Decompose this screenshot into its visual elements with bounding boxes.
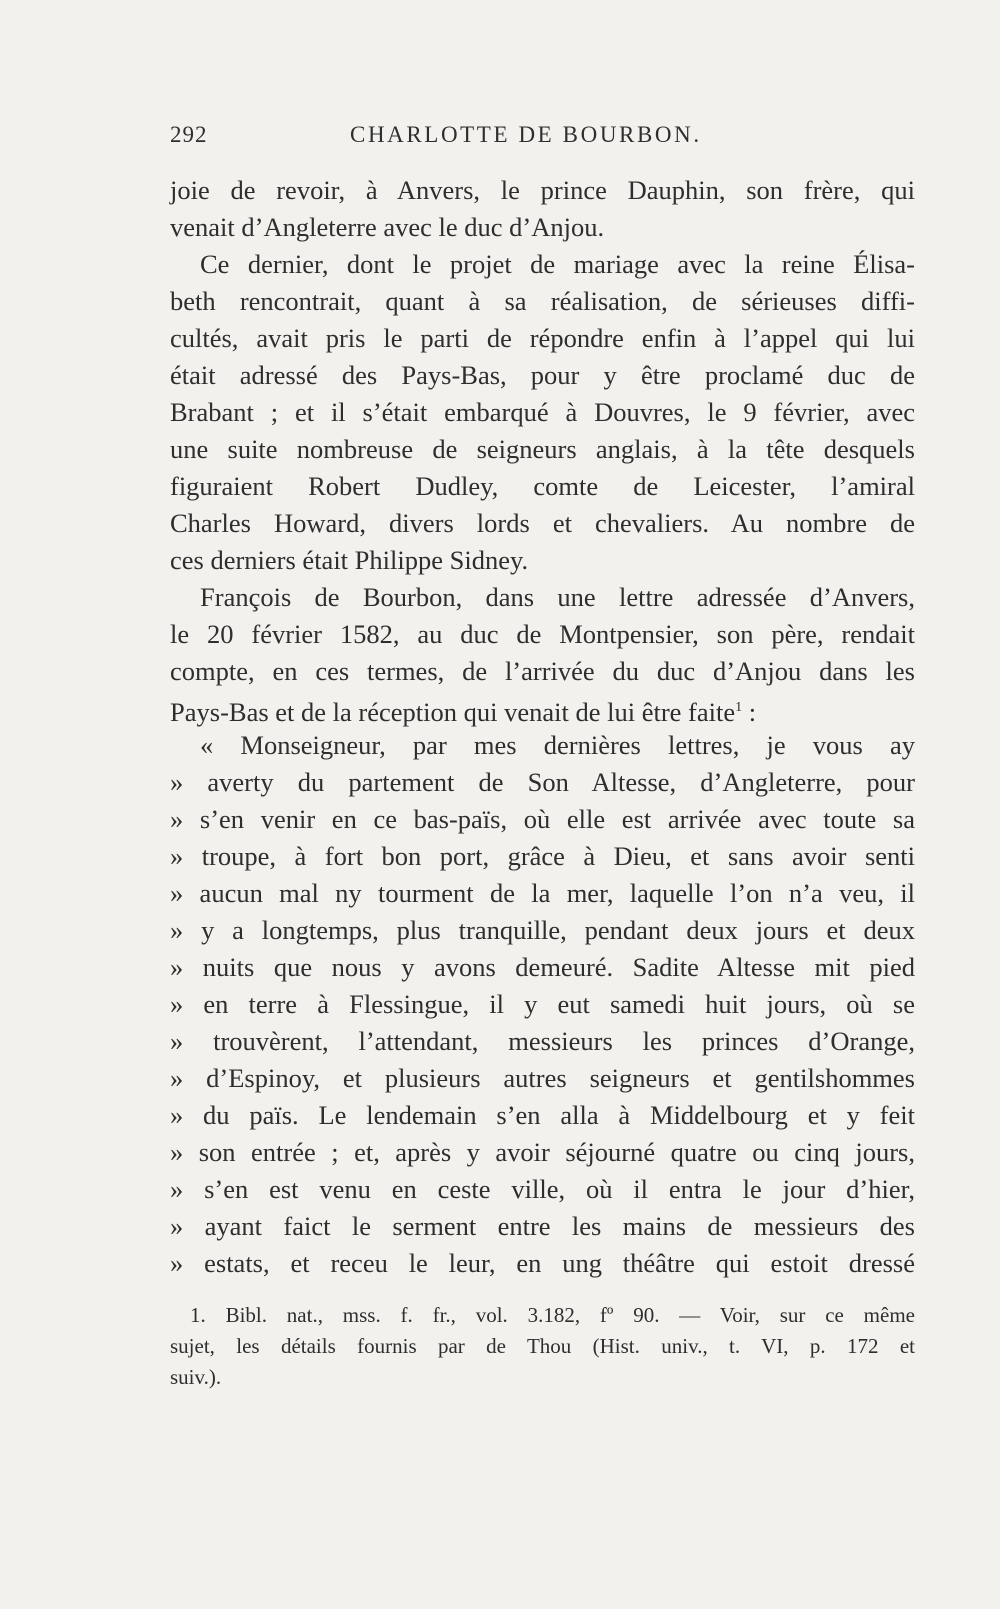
running-title: CHARLOTTE DE BOURBON. xyxy=(350,122,702,147)
quote-line: » aucun mal ny tourment de la mer, laquelle l’on n’a veu, il xyxy=(170,878,915,908)
body-line: le 20 février 1582, au duc de Montpensier, son père, rendait xyxy=(170,619,915,649)
quote-line: » en terre à Flessingue, il y eut samedi huit jours, où se xyxy=(170,989,915,1019)
quote-line: » du païs. Le lendemain s’en alla à Middelbourg et y feit xyxy=(170,1100,915,1130)
quote-line: » trouvèrent, l’attendant, messieurs les princes d’Orange, xyxy=(170,1026,915,1056)
body-line: joie de revoir, à Anvers, le prince Dauphin, son frère, qui xyxy=(170,175,915,205)
body-line: François de Bourbon, dans une lettre adressée d’Anvers, xyxy=(200,582,915,612)
body-line-text: Pays-Bas et de la réception qui venait de lui être faite xyxy=(170,696,736,727)
body-line: Charles Howard, divers lords et chevaliers. Au nombre de xyxy=(170,508,915,538)
footnote-line: suiv.). xyxy=(170,1365,222,1389)
page-number: 292 xyxy=(170,122,208,147)
body-line-with-footnote xyxy=(170,691,915,729)
footnote-line: 1. Bibl. nat., mss. f. fr., vol. 3.182, fº 90. — Voir, sur ce même xyxy=(190,1303,915,1327)
page-header xyxy=(170,122,915,156)
body-line: Ce dernier, dont le projet de mariage avec la reine Élisa- xyxy=(200,249,915,279)
body-line: venait d’Angleterre avec le duc d’Anjou. xyxy=(170,212,605,242)
quote-line: » estats, et receu le leur, en ung théâtre qui estoit dressé xyxy=(170,1248,915,1278)
quote-line: » s’en venir en ce bas-païs, où elle est arrivée avec toute sa xyxy=(170,804,915,834)
quote-line: » d’Espinoy, et plusieurs autres seigneurs et gentilshommes xyxy=(170,1063,915,1093)
body-line-text-end: : xyxy=(742,696,757,727)
quote-line: » s’en est venu en ceste ville, où il entra le jour d’hier, xyxy=(170,1174,915,1204)
body-line: compte, en ces termes, de l’arrivée du duc d’Anjou dans les xyxy=(170,656,915,686)
footnote-reference: 1 xyxy=(735,700,743,715)
quote-line: « Monseigneur, par mes dernières lettres, je vous ay xyxy=(200,730,915,760)
footnote-line: sujet, les détails fournis par de Thou (Hist. univ., t. VI, p. 172 et xyxy=(170,1334,915,1358)
body-line: Brabant ; et il s’était embarqué à Douvres, le 9 février, avec xyxy=(170,397,915,427)
quote-line: » troupe, à fort bon port, grâce à Dieu, et sans avoir senti xyxy=(170,841,915,871)
quote-line: » nuits que nous y avons demeuré. Sadite Altesse mit pied xyxy=(170,952,915,982)
quote-line: » averty du partement de Son Altesse, d’Angleterre, pour xyxy=(170,767,915,797)
body-line: était adressé des Pays-Bas, pour y être proclamé duc de xyxy=(170,360,915,390)
quote-line: » y a longtemps, plus tranquille, pendant deux jours et deux xyxy=(170,915,915,945)
quote-line: » son entrée ; et, après y avoir séjourné quatre ou cinq jours, xyxy=(170,1137,915,1167)
body-line: beth rencontrait, quant à sa réalisation, de sérieuses diffi- xyxy=(170,286,915,316)
body-line: cultés, avait pris le parti de répondre enfin à l’appel qui lui xyxy=(170,323,915,353)
body-line: figuraient Robert Dudley, comte de Leicester, l’amiral xyxy=(170,471,915,501)
quote-line: » ayant faict le serment entre les mains de messieurs des xyxy=(170,1211,915,1241)
body-line: une suite nombreuse de seigneurs anglais, à la tête desquels xyxy=(170,434,915,464)
body-line: ces derniers était Philippe Sidney. xyxy=(170,545,529,575)
